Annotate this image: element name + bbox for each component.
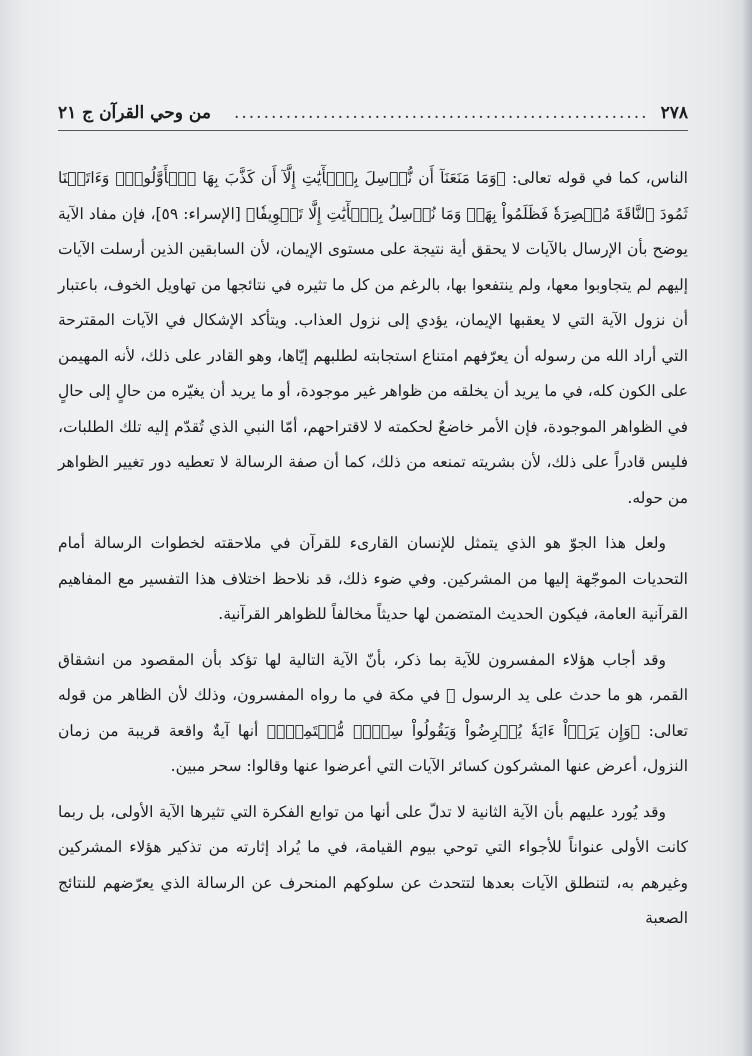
header-leader-dots: ........................................................ [233, 103, 649, 123]
paragraph-2: ولعل هذا الجوّ هو الذي يتمثل للإنسان القارىء للقرآن في ملاحقته لخطوات الرسالة أمام التحديات الموجّهة إليها من المشركين. وفي ضوء ذلك، قد نلاحظ اختلاف هذا التفسير مع المفاهيم القرآنية العامة، فيكون الحديث المتضمن لها حديثاً مخالفاً للظواهر القرآنية. [58, 534, 688, 623]
paragraph-4: وقد يُورد عليهم بأن الآية الثانية لا تدلّ على أنها من توابع الفكرة التي تثيرها الآية الأولى، بل ربما كانت الأولى عنواناً للأجواء التي توحي بيوم القيامة، في ما يُراد إثارته من تذكير هؤلاء المشركين وغيرهم به، لتنطلق الآيات بعدها لتتحدث عن سلوكهم المنحرف عن الرسالة الذي يعرّضهم للنتائج الصعبة [58, 802, 688, 927]
spine-shadow [742, 0, 752, 1056]
running-title: من وحي القرآن ج ٢١ [58, 103, 211, 123]
paragraph-1: الناس، كما في قوله تعالى: ﴿وَمَا مَنَعَنَآ أَن نُّرۡسِلَ بِٱلۡأٓيَٰتِ إِلَّآ أَن كَذَّبَ بِهَا ٱلۡأَوَّلُونَۚ وَءَاتَيۡنَا ثَمُودَ ٱلنَّاقَةَ مُبۡصِرَةٗ فَظَلَمُواْ بِهَاۚ وَمَا نُرۡسِلُ بِٱلۡأٓيَٰتِ إِلَّا تَخۡوِيفٗا﴾ [الإسراء: ٥٩]، فإن مفاد الآية يوضح بأن الإرسال بالآيات لا يحقق أية نتيجة على مستوى الإيمان، لأن السابقين الذين أرسلت الآيات إليهم لم يتجاوبوا معها، ولم ينتفعوا بها، بالرغم من كل ما تثيره في نتائجها من تهاويل الخوف، باعتبار أن نزول الآية التي لا يعقبها الإيمان، يؤدي إلى نزول العذاب. ويتأكد الإشكال في الآيات المقترحة التي أراد الله من رسوله أن يعرّفهم امتناع استجابته لطلبهم إيّاها، وهو القادر على ذلك، لأنه المهيمن على الكون كله، في ما يريد أن يخلقه من ظواهر غير موجودة، أو ما يريد أن يغيّره من حالٍ إلى حالٍ في الظواهر الموجودة، فإن الأمر خاضعٌ لحكمته لا لاقتراحهم، أمّا النبي الذي تُقدّم إليه تلك الطلبات، فليس قادراً على ذلك، لأن بشريته تمنعه من ذلك، كما أن صفة الرسالة لا تعطيه دور تغيير الظواهر من حوله. [58, 169, 688, 507]
paragraph-3: وقد أجاب هؤلاء المفسرون للآية بما ذكر، بأنّ الآية التالية لها تؤكد بأن المقصود من انشقاق القمر، هو ما حدث على يد الرسول ﷺ في مكة في ما رواه المفسرون، وذلك لأن الظاهر من قوله تعالى: ﴿وَإِن يَرَوۡاْ ءَايَةٗ يُعۡرِضُواْ وَيَقُولُواْ سِحۡرٞ مُّسۡتَمِرّٞ﴾ أنها آيةٌ واقعة قريبة من زمان النزول، أعرض عنها المشركون كسائر الآيات التي أعرضوا عنها وقالوا: سحر مبين. [58, 650, 688, 775]
page-header [58, 96, 688, 131]
page-number: ٢٧٨ [660, 103, 688, 123]
page-content [58, 96, 688, 947]
